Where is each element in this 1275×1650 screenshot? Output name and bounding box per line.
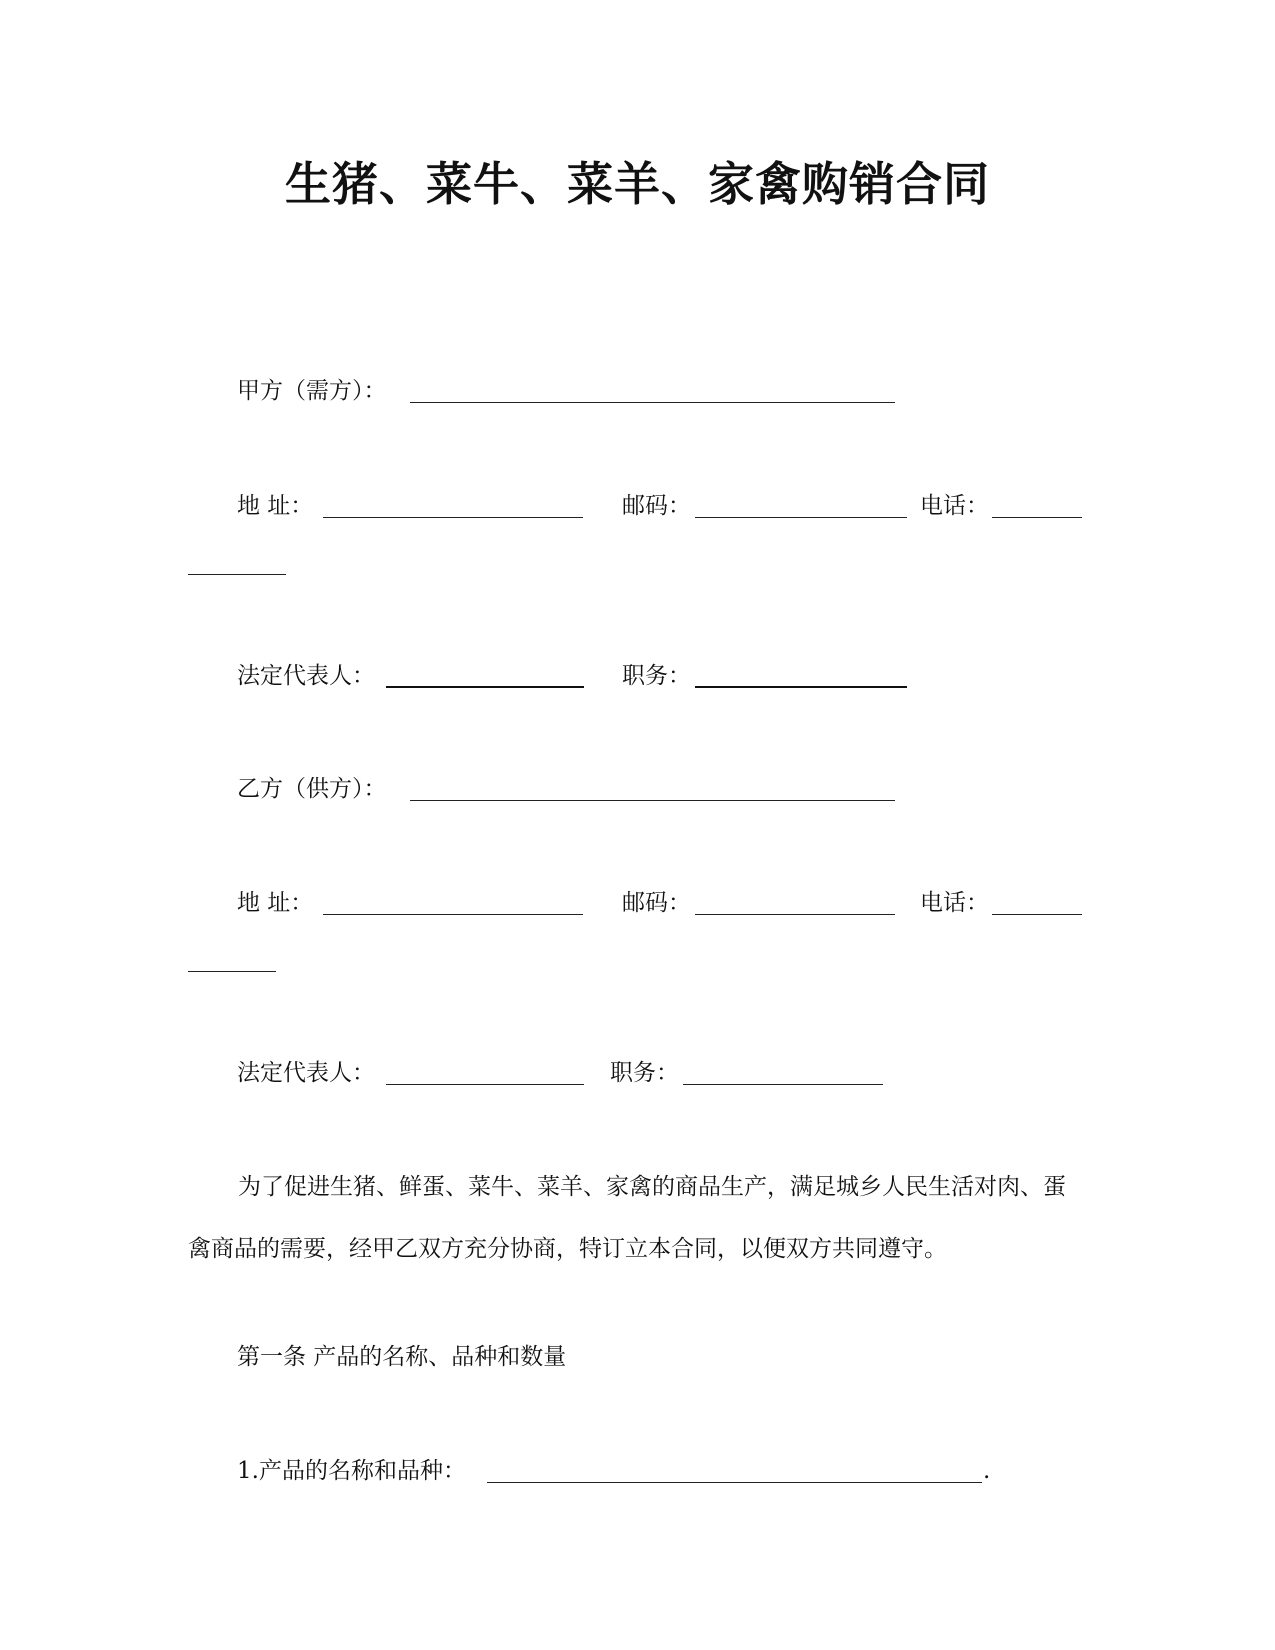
- article-1-item-1-period: .: [983, 1458, 991, 1484]
- party-b-postcode-label: 邮码：: [622, 890, 691, 916]
- party-a-rep-label: 法定代表人：: [237, 663, 375, 689]
- article-1-item-1-blank[interactable]: [487, 1482, 982, 1483]
- party-a-blank[interactable]: [410, 402, 895, 403]
- party-b-position-label: 职务：: [610, 1060, 679, 1086]
- party-a-position-label: 职务：: [622, 663, 691, 689]
- article-1-item-1-label: 1.产品的名称和品种：: [237, 1458, 466, 1484]
- document-title: 生猪、菜牛、菜羊、家禽购销合同: [285, 157, 990, 211]
- party-b-address-blank[interactable]: [323, 914, 583, 915]
- party-b-rep-label: 法定代表人：: [237, 1060, 375, 1086]
- party-a-postcode-blank[interactable]: [695, 517, 907, 518]
- party-b-rep-blank[interactable]: [386, 1084, 584, 1085]
- party-a-address-label: 地 址：: [237, 493, 314, 519]
- party-b-address-label: 地 址：: [237, 890, 314, 916]
- article-1-heading: 第一条 产品的名称、品种和数量: [237, 1344, 567, 1370]
- party-b-blank[interactable]: [410, 800, 895, 801]
- party-a-rep-blank[interactable]: [386, 686, 584, 688]
- intro-paragraph: [188, 1156, 1088, 1280]
- party-a-postcode-label: 邮码：: [622, 493, 691, 519]
- party-b-label: 乙方（供方）：: [237, 776, 387, 802]
- party-a-phone-blank[interactable]: [992, 517, 1082, 518]
- party-b-postcode-blank[interactable]: [695, 914, 895, 915]
- intro-paragraph-text: 为了促进生猪、鲜蛋、菜牛、菜羊、家禽的商品生产，满足城乡人民生活对肉、蛋禽商品的需要，经甲乙双方充分协商，特订立本合同，以便双方共同遵守。: [188, 1174, 1066, 1262]
- party-a-position-blank[interactable]: [695, 686, 907, 688]
- party-a-phone-label: 电话：: [920, 493, 989, 519]
- party-a-address-blank[interactable]: [323, 517, 583, 518]
- party-b-phone-blank-continued[interactable]: [188, 971, 276, 972]
- party-b-phone-blank[interactable]: [992, 914, 1082, 915]
- party-a-label: 甲方（需方）：: [237, 378, 387, 404]
- party-a-phone-blank-continued[interactable]: [188, 574, 286, 575]
- party-b-position-blank[interactable]: [683, 1084, 883, 1085]
- party-b-phone-label: 电话：: [920, 890, 989, 916]
